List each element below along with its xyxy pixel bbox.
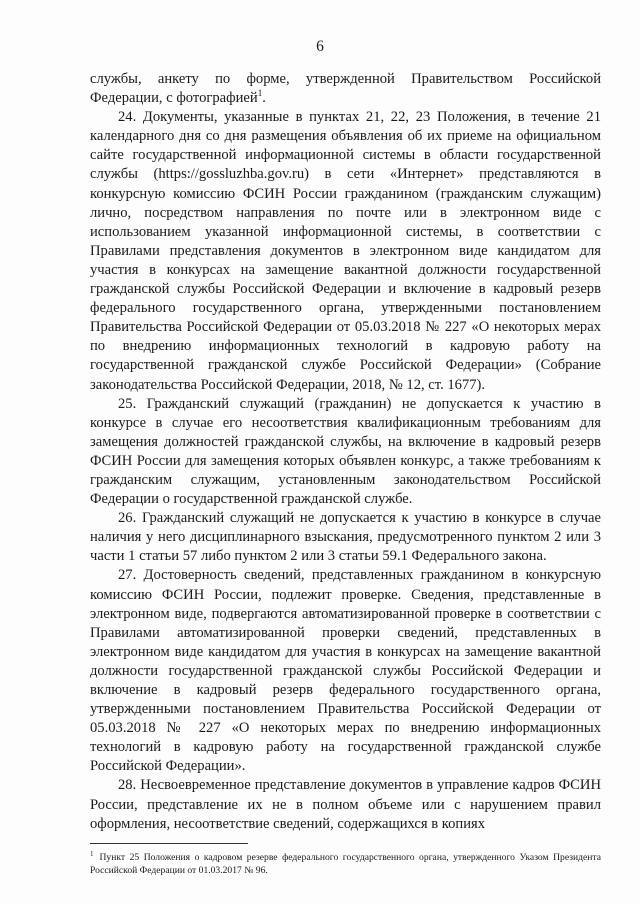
- paragraph-26: 26. Гражданский служащий не допускается к участию в конкурсе в случае наличия у него дисциплинарного взыскания, предусмотренного пунктом 2 или 3 части 1 статьи 57 либо пунктом 2 или 3 статьи 59.1 Федерального закона.: [90, 510, 601, 565]
- footnote-mark: 1: [90, 849, 94, 858]
- paragraph-28: 28. Несвоевременное представление документов в управление кадров ФСИН России, представление их не в полном объеме или с нарушением правил оформления, несоответствие сведений, содержащихся в копиях: [90, 777, 601, 832]
- paragraph-27: 27. Достоверность сведений, представленных гражданином в конкурсную комиссию ФСИН России, подлежит проверке. Сведения, представленные в электронном виде, подвергаются автоматизированной проверке в соответствии с Правилами автоматизированной проверки сведений, представленных в электронном виде кандидатом для участия в конкурсах на замещение вакантной должности государственной гражданской службы Российской Федерации и включение в кадровый резерв федерального государственного органа, утвержденными постановлением Правительства Российской Федерации от 05.03.2018 № 227 «О некоторых мерах по внедрению информационных технологий в кадровую работу на государственной гражданской службе Российской Федерации».: [90, 567, 601, 775]
- footnote-reference[interactable]: 1: [257, 88, 263, 99]
- page-number: 6: [316, 38, 324, 55]
- footnote: [90, 851, 601, 877]
- footnote-text: Пункт 25 Положения о кадровом резерве федерального государственного органа, утвержденного Указом Президента Российской Федерации от 01.03.2017 № 96.: [90, 852, 601, 876]
- footnote-divider: [90, 843, 248, 844]
- paragraph-24: 24. Документы, указанные в пунктах 21, 22, 23 Положения, в течение 21 календарного дня со дня размещения объявления об их приеме на официальном сайте государственной информационной системы в области государственной службы (https://gossluzhba.gov.ru) в сети «Интернет» представляются в конкурсную комиссию ФСИН России гражданином (гражданским служащим) лично, посредством направления по почте или в электронном виде с использованием указанной информационной системы, в соответствии с Правилами представления документов в электронном виде кандидатом для участия в конкурсах на замещение вакантной должности государственной гражданской службы Российской Федерации и включение в кадровый резерв федерального государственного органа, утвержденными постановлением Правительства Российской Федерации от 05.03.2018 № 227 «О некоторых мерах по внедрению информационных технологий в кадровую работу на государственной гражданской службе Российской Федерации» (Собрание законодательства Российской Федерации, 2018, № 12, ст. 1677).: [90, 109, 601, 393]
- body-text: [90, 70, 601, 834]
- paragraph-tail: .: [262, 90, 266, 107]
- paragraph-continuation: [90, 70, 601, 108]
- paragraph-25: 25. Гражданский служащий (гражданин) не допускается к участию в конкурсе в случае его несоответствия квалификационным требованиям для замещения должностей гражданской службы, на включение в кадровый резерв ФСИН России для замещения которых объявлен конкурс, а также требованиям к гражданским служащим, установленным законодательством Российской Федерации о государственной гражданской службе.: [90, 395, 601, 508]
- paragraph-text: службы, анкету по форме, утвержденной Правительством Российской Федерации, с фотографией: [90, 71, 601, 107]
